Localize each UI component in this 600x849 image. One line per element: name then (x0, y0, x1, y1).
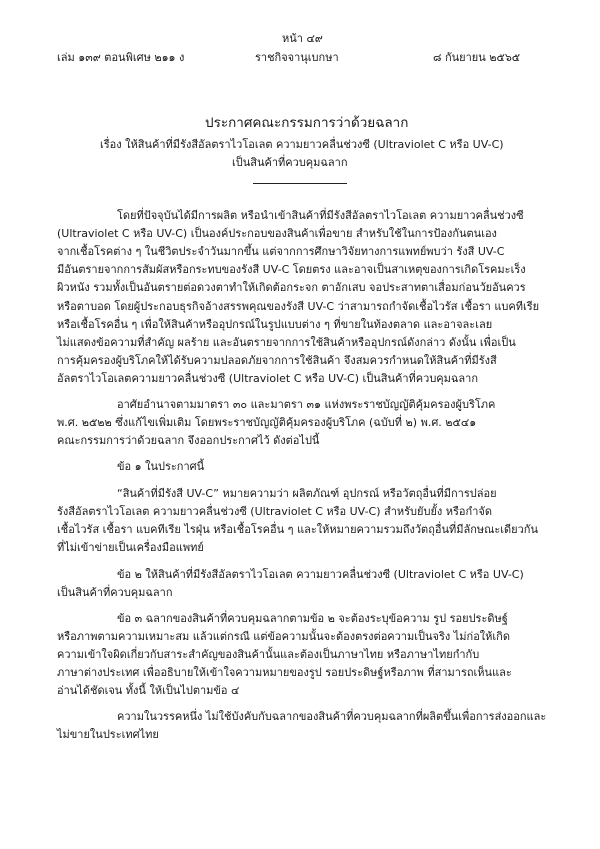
body-line: (Ultraviolet C หรือ UV-C) เป็นองค์ประกอบของสินค้าเพื่อขาย สำหรับใช้ในการป้องกันตนเอง (57, 227, 497, 240)
body-line: “สินค้าที่มีรังสี UV-C” หมายความว่า ผลิตภัณฑ์ อุปกรณ์ หรือวัตถุอื่นที่มีการปล่อย (117, 487, 497, 500)
body-line: จากเชื้อโรคต่าง ๆ ในชีวิตประจำวันมากขึ้น แต่จากการศึกษาวิจัยทางการแพทย์พบว่า รังสี UV-C (57, 245, 505, 258)
body-line: เชื้อไวรัส เชื้อรา แบคทีเรีย ไรฝุ่น หรือเชื้อโรคอื่น ๆ และให้หมายความรวมถึงวัตถุอื่นที่มีลักษณะเดียวกัน (57, 523, 538, 536)
body-line: อาศัยอำนาจตามมาตรา ๓๐ และมาตรา ๓๑ แห่งพระราชบัญญัติคุ้มครองผู้บริโภค (117, 398, 496, 411)
clause-heading: ข้อ ๒ ให้สินค้าที่มีรังสีอัลตราไวโอเลต ความยาวคลื่นช่วงซี (Ultraviolet C หรือ UV-C) (117, 568, 524, 581)
body-line: โดยที่ปัจจุบันได้มีการผลิต หรือนำเข้าสินค้าที่มีรังสีอัลตราไวโอเลต ความยาวคลื่นช่วงซี (117, 209, 524, 222)
body-line: ไม่ขายในประเทศไทย (57, 728, 159, 741)
body-line: คณะกรรมการว่าด้วยฉลาก จึงออกประกาศไว้ ดังต่อไปนี้ (57, 434, 320, 447)
body-line: ผิวหนัง รวมทั้งเป็นอันตรายต่อดวงตาทำให้เกิดต้อกระจก ตาอักเสบ จอประสาทตาเสื่อมก่อนวัยอันควร (57, 281, 526, 294)
body-line: รังสีอัลตราไวโอเลต ความยาวคลื่นช่วงซี (Ultraviolet C หรือ UV-C) สำหรับยับยั้ง หรือกำจัด (57, 505, 492, 518)
body-line: ภาษาต่างประเทศ เพื่ออธิบายให้เข้าใจความหมายของรูป รอยประดิษฐ์หรือภาพ ที่สามารถเห็นและ (57, 666, 512, 679)
gazette-name: ราชกิจจานุเบกษา (255, 51, 339, 64)
subject-line: เป็นสินค้าที่ควบคุมฉลาก (232, 156, 348, 169)
announcement-title: ประกาศคณะกรรมการว่าด้วยฉลาก (205, 115, 409, 131)
body-line: พ.ศ. ๒๕๒๒ ซึ่งแก้ไขเพิ่มเติม โดยพระราชบัญญัติคุ้มครองผู้บริโภค (ฉบับที่ ๒) พ.ศ. ๒๕๔๑ (57, 416, 477, 429)
body-line: มีอันตรายจากการสัมผัสหรือกระทบของรังสี UV-C โดยตรง และอาจเป็นสาเหตุของการเกิดโรคมะเร็ง (57, 263, 526, 276)
title-divider (253, 183, 347, 184)
body-line: อ่านได้ชัดเจน ทั้งนี้ ให้เป็นไปตามข้อ ๔ (57, 684, 240, 697)
subject-line: เรื่อง ให้สินค้าที่มีรังสีอัลตราไวโอเลต ความยาวคลื่นช่วงซี (Ultraviolet C หรือ UV-C) (100, 138, 504, 151)
body-line: ที่ไม่เข้าข่ายเป็นเครื่องมือแพทย์ (57, 541, 204, 554)
gazette-date: ๘ กันยายน ๒๕๖๕ (433, 51, 521, 64)
body-line: อัลตราไวโอเลตความยาวคลื่นช่วงซี (Ultraviolet C หรือ UV-C) เป็นสินค้าที่ควบคุมฉลาก (57, 372, 478, 385)
body-line: ไม่แสดงข้อความที่สำคัญ ผลร้าย และอันตรายจากการใช้สินค้าหรืออุปกรณ์ดังกล่าว ดังนั้น เพื่อเป็น (57, 336, 516, 349)
clause-heading: ข้อ ๓ ฉลากของสินค้าที่ควบคุมฉลากตามข้อ ๒ จะต้องระบุข้อความ รูป รอยประดิษฐ์ (117, 612, 508, 625)
clause-heading: ข้อ ๑ ในประกาศนี้ (117, 460, 205, 473)
body-line: หรือภาพตามความเหมาะสม แล้วแต่กรณี แต่ข้อความนั้นจะต้องตรงต่อความเป็นจริง ไม่ก่อให้เกิด (57, 630, 510, 643)
body-line: ความในวรรคหนึ่ง ไม่ใช้บังคับกับฉลากของสินค้าที่ควบคุมฉลากที่ผลิตขึ้นเพื่อการส่งออกและ (117, 710, 547, 723)
body-line: เป็นสินค้าที่ควบคุมฉลาก (57, 586, 173, 599)
body-line: ความเข้าใจผิดเกี่ยวกับสาระสำคัญของสินค้านั้นและต้องเป็นภาษาไทย หรือภาษาไทยกำกับ (57, 648, 480, 661)
body-line: หรือเชื้อโรคอื่น ๆ เพื่อให้สินค้าหรืออุปกรณ์ในรูปแบบต่าง ๆ ที่ขายในท้องตลาด และอาจละเลย (57, 318, 493, 331)
page-number: หน้า ๔๙ (282, 32, 323, 45)
body-line: หรือตาบอด โดยผู้ประกอบธุรกิจอ้างสรรพคุณของรังสี UV-C ว่าสามารถกำจัดเชื้อไวรัส เชื้อรา แบคทีเรีย (57, 300, 540, 313)
gazette-volume: เล่ม ๑๓๙ ตอนพิเศษ ๒๑๑ ง (57, 51, 185, 64)
body-line: การคุ้มครองผู้บริโภคให้ได้รับความปลอดภัยจากการใช้สินค้า จึงสมควรกำหนดให้สินค้าที่มีรังสี (57, 354, 497, 367)
